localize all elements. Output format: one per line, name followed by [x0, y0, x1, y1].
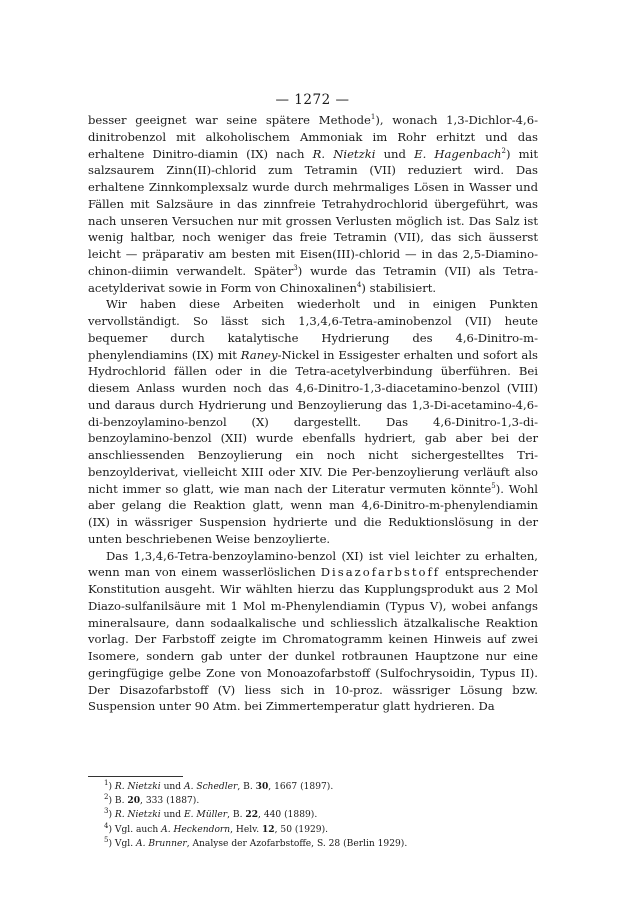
volume: 30: [255, 781, 269, 792]
p3-text-2: entsprechender Konstitution ausgeht. Wir wählten hierzu das Kupplungsprodukt aus 2 Mol Diazo-sulfanilsäure mit 1 Mol m-Phenylendiamin (Typus V), wobei anfangs mineralsaure, dann sodaalkalische und schliesslich ätzalkalische Reaktion vorlag. Der Farbstoff zeigte im Chromatogramm keinen Hinweis auf zwei Isomere, sondern gab unter der dunkel rotbraunen Hauptzone nur eine geringfügige gelbe Zone von Monoazofarbstoff (Sulfochrysoidin, Typus II). Der Disazofarbstoff (V) liess sich in 10-proz. wässriger Lösung bzw. Suspension unter 90 Atm. bei Zimmertemperatur glatt hydrieren. Da: [88, 565, 538, 714]
p1-text-1: besser geeignet war seine spätere Methode: [88, 113, 371, 127]
page-number: — 1272 —: [275, 92, 350, 108]
footnote-ref-5: 5: [491, 481, 496, 490]
author-name: Raney: [240, 347, 278, 362]
volume: 20: [127, 795, 141, 807]
footnote-mark: 1: [104, 778, 109, 787]
footnote-4: $^4$) Vgl. auch A. Heckendorn, Helv. 12, 50 (1929).: [104, 821, 329, 835]
author-name: A. Brunner: [136, 838, 187, 849]
author-name: E. Hagenbach: [414, 146, 502, 161]
p3-text-1: Das 1,3,4,6-Tetra-benzoylamino-benzol (XI) ist viel leichter zu erhalten, wenn man von einem wasserlöslichen: [88, 548, 538, 580]
footnote-ref-1: 1: [370, 113, 376, 122]
footnote-mark: 5: [104, 835, 109, 844]
footnote-mark: 2: [104, 793, 109, 802]
footnote-3: $^3$) R. Nietzki und E. Müller, B. 22, 440 (1889).: [104, 807, 318, 821]
author-name: R. Nietzki: [312, 146, 376, 161]
footnote-mark: 3: [104, 807, 109, 816]
author-name: E. Müller: [184, 810, 228, 821]
p1-text-3: und: [375, 146, 415, 161]
p2-text-2: -Nickel in Essigester erhalten und sofort als Hydrochlorid fällen oder in die Tetra-acetylverbindung überführen. Bei diesem Anlass wurden noch das 4,6-Dinitro-1,3-diacetamino-benzol (VIII) und daraus durch Hydrierung und Benzoylierung das 1,3-Di-acetamino-4,6-di-benzoylamino-benzol (X) dargestellt. Das 4,6-Dinitro-1,3-di-benzoylamino-benzol (XII) wurde ebenfalls hydriert, gab aber bei der anschliessenden Benzoylierung ein noch nicht sichergestelltes Tri-benzoylderivat, vielleicht XIII oder XIV. Die Per-benzoylierung verläuft also nicht immer so glatt, wie man nach der Literatur vermuten könnte: [88, 347, 538, 496]
author-name: A. Heckendorn: [161, 824, 231, 835]
p1-text-4: ) mit salzsaurem Zinn(II)-chlorid zum Tetramin (VII) reduziert wird. Das erhaltene Zinnkomplexsalz wurde durch mehrmaliges Lösen in Wasser und Fällen mit Salzsäure in das zinnfreie Tetrahydrochlorid übergeführt, was nach unseren Versuchen nur mit grossen Verlusten möglich ist. Das Salz ist wenig haltbar, noch weniger das freie Tetramin (VII), das sich äusserst leicht — präparativ am besten mit Eisen(III)-chlorid — in das 2,5-Diamino-chinon-diimin verwandelt. Später: [88, 146, 538, 278]
spaced-term: Disazofarbstoff: [320, 565, 441, 580]
footnote-ref-4: 4: [356, 280, 362, 289]
paragraph-1: [88, 112, 538, 296]
p2-text-1: Wir haben diese Arbeiten wiederholt und in einigen Punkten vervollständigt. So lässt sich 1,3,4,6-Tetra-aminobenzol (VII) heute bequemer durch katalytische Hydrierung des 4,6-Dinitro-m-phenylendiamins (IX) mit: [88, 297, 538, 362]
p1-text-5: ) wurde das Tetramin (VII) als Tetra-acetylderivat sowie in Form von Chinoxalinen: [88, 263, 539, 295]
footnote-2: $^2$) B. 20, 333 (1887).: [104, 793, 200, 807]
paragraph-2: [88, 296, 538, 547]
footnote-ref-3: 3: [293, 263, 298, 272]
footnote-mark: 4: [104, 821, 109, 830]
body-text: [88, 112, 538, 715]
footnotes: [104, 780, 538, 851]
p1-text-6: ) stabilisiert.: [361, 280, 437, 295]
footnote-5: $^5$) Vgl. A. Brunner, Analyse der Azofarbstoffe, S. 28 (Berlin 1929).: [104, 835, 408, 849]
volume: 22: [245, 809, 259, 821]
p2-text-3: ). Wohl aber gelang die Reaktion glatt, wenn man 4,6-Dinitro-m-phenylendiamin (IX) in wässriger Suspension hydrierte und die Reduktionslösung in der unten beschriebenen Weise benzoylierte.: [88, 481, 538, 546]
author-name: R. Nietzki: [114, 782, 161, 792]
volume: 12: [261, 823, 275, 835]
paragraph-3: [88, 548, 538, 716]
author-name: A. Schedler: [184, 782, 238, 792]
footnote-divider: [88, 776, 183, 777]
p1-text-2: ), wonach 1,3-Dichlor-4,6-dinitrobenzol mit alkoholischem Ammoniak im Rohr erhitzt und das erhaltene Dinitro-diamin (IX) nach: [88, 113, 538, 161]
footnote-1: $^1$) R. Nietzki und A. Schedler, B. 30, 1667 (1897).: [104, 778, 334, 792]
author-name: R. Nietzki: [114, 810, 161, 821]
footnote-ref-2: 2: [501, 146, 506, 155]
